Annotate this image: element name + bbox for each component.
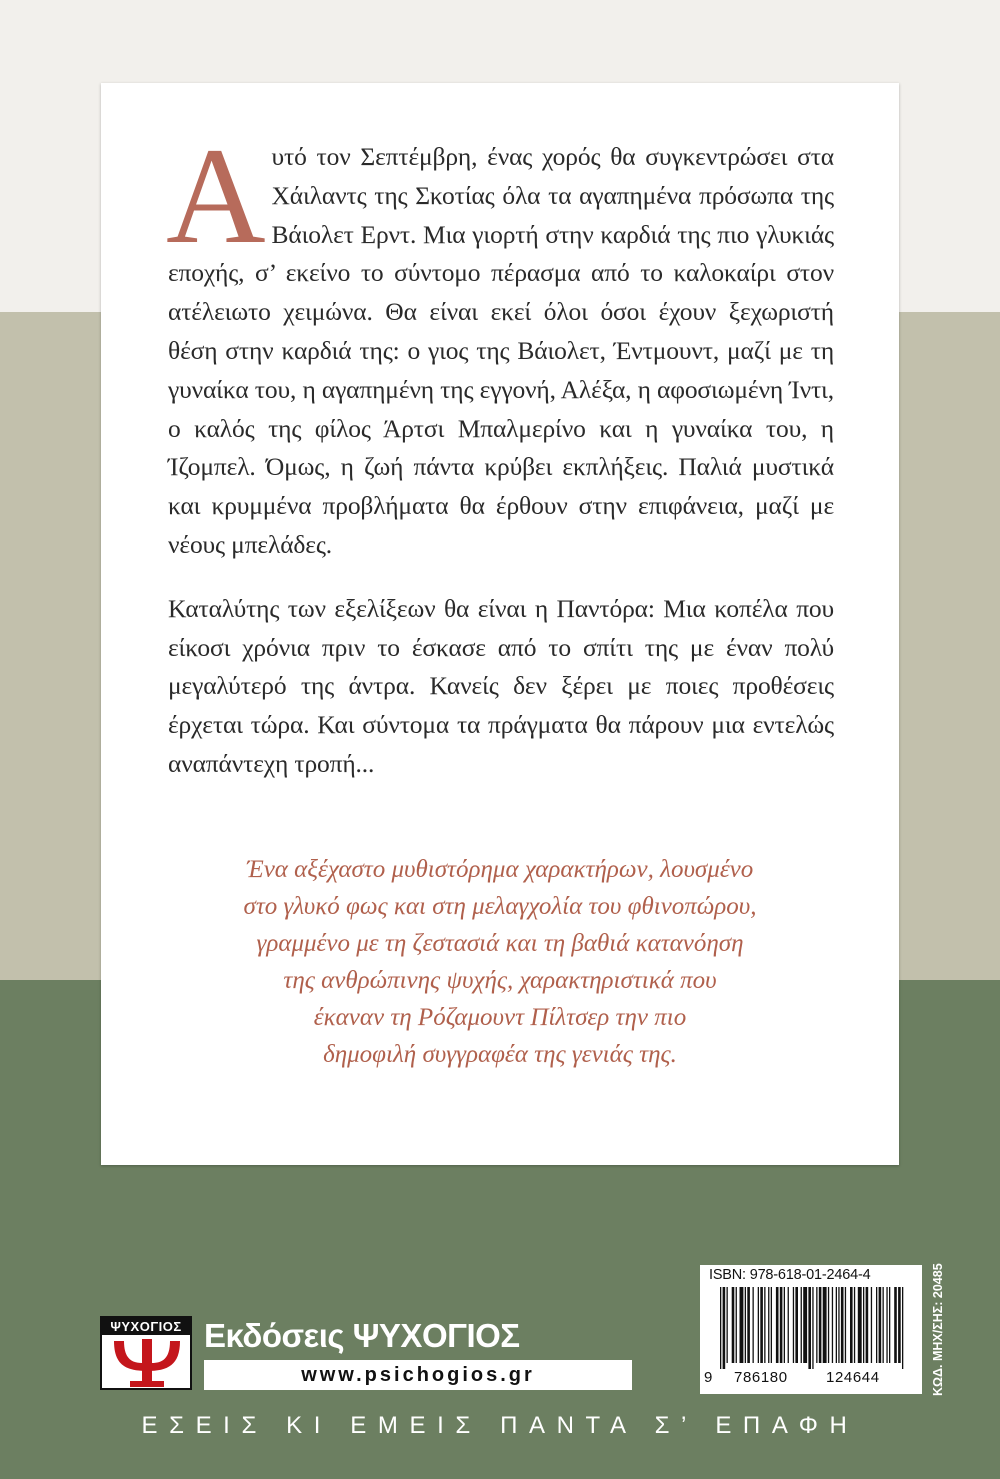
publisher-url: www.psichogios.gr	[204, 1360, 632, 1390]
barcode-bar	[832, 1287, 833, 1363]
barcode-bar	[816, 1287, 817, 1363]
barcode-bar	[758, 1287, 759, 1363]
psi-symbol-icon	[108, 1335, 186, 1389]
barcode-bar	[760, 1287, 763, 1363]
barcode-bar	[866, 1287, 869, 1363]
barcode-bar	[879, 1287, 882, 1363]
barcode-bar	[819, 1287, 822, 1363]
publisher-logo	[100, 1316, 535, 1392]
barcode-bar	[883, 1287, 884, 1363]
barcode-bar	[871, 1287, 872, 1363]
barcode-bar	[886, 1287, 887, 1363]
drop-cap: Α	[166, 119, 266, 272]
quote-line: της ανθρώπινης ψυχής, χαρακτηριστικά που	[283, 967, 717, 994]
blurb-panel	[101, 83, 899, 1165]
barcode-bar	[863, 1287, 864, 1363]
quote-line: έκαναν τη Ρόζαμουντ Πίλτσερ την πιο	[313, 1004, 687, 1031]
barcode-bar	[764, 1287, 765, 1363]
barcode-box	[700, 1265, 922, 1394]
barcode-bar	[801, 1287, 802, 1363]
barcode-bar	[793, 1287, 794, 1363]
barcode-bar	[795, 1287, 798, 1363]
barcode-bar	[803, 1287, 807, 1363]
barcode-digits-right: 124644	[826, 1369, 880, 1386]
barcode-bar	[720, 1287, 721, 1369]
barcode-bar	[788, 1287, 789, 1363]
barcode-bar	[841, 1287, 844, 1363]
quote-line: στο γλυκό φως και στη μελαγχολία του φθινοπώρου,	[243, 893, 757, 920]
barcode-bar	[854, 1287, 855, 1363]
barcode-bar	[732, 1287, 735, 1363]
barcode-bar	[898, 1287, 901, 1363]
barcode-bar	[771, 1287, 772, 1363]
barcode-bar	[768, 1287, 769, 1363]
barcode-digit-first: 9	[704, 1369, 713, 1386]
barcode-bar	[753, 1287, 754, 1363]
review-quote	[141, 851, 859, 1073]
barcode-digits-left: 786180	[734, 1369, 788, 1386]
barcode-bar	[736, 1287, 737, 1363]
logo-mark-label: ΨΥΧΟΓΙΟΣ	[102, 1318, 190, 1335]
barcode-bar	[776, 1287, 779, 1363]
blurb-paragraph-1	[166, 119, 834, 565]
psi-logo-icon	[100, 1316, 192, 1390]
barcode-bar	[823, 1287, 827, 1363]
barcode-bar	[747, 1287, 750, 1363]
barcode-bar	[780, 1287, 783, 1363]
barcode-bar	[889, 1287, 890, 1363]
blurb-text	[166, 119, 834, 784]
barcode-bar	[784, 1287, 785, 1363]
barcode-bar	[894, 1287, 897, 1363]
barcode-bar	[828, 1287, 829, 1363]
barcode-bar	[845, 1287, 846, 1363]
barcode-bar	[838, 1287, 839, 1363]
barcode-bar	[850, 1287, 853, 1363]
publisher-name: Εκδόσεις ΨΥΧΟΓΙΟΣ	[204, 1317, 520, 1354]
quote-line: δημοφιλή συγγραφέα της γενιάς της.	[323, 1041, 677, 1068]
barcode-bar	[812, 1287, 813, 1369]
blurb-paragraph-2: Καταλύτης των εξελίξεων θα είναι η Παντόρα: Μια κοπέλα που είκοσι χρόνια πριν το έσκασε από το σπίτι της με έναν πολύ μεγαλύτερό της άντρα. Κανείς δεν ξέρει με ποιες προθέσεις έρχεται τώρα. Και σύντομα τα πράγματα θα πάρουν μια εντελώς αναπάντεχη τροπή...	[168, 593, 834, 778]
barcode-bar	[745, 1287, 746, 1363]
barcode-bar	[723, 1287, 726, 1369]
quote-line: γραμμένο με τη ζεστασιά και τη βαθιά κατανόηση	[256, 930, 744, 957]
barcode-bar	[808, 1287, 811, 1369]
barcode-bar	[740, 1287, 744, 1363]
barcode-bar	[902, 1287, 903, 1369]
isbn-label: ISBN: 978-618-01-2464-4	[709, 1267, 871, 1283]
barcode-icon	[718, 1287, 908, 1369]
blurb-paragraph-1-text: υτό τον Σεπτέμβρη, ένας χορός θα συγκεντρώσει στα Χάιλαντς της Σκοτίας όλα τα αγαπημένα πρόσωπα της Βάιολετ Ερντ. Μια γιορτή στην καρδιά της πιο γλυκιάς εποχής, σ’ εκείνο το σύντομο πέρασμα από το καλοκαίρι στον ατέλειωτο χειμώνα. Θα είναι εκεί όλοι όσοι έχουν ξεχωριστή θέση στην καρδιά της: ο γιος της Βάιολετ, Έντμουντ, μαζί με τη γυναίκα του, η αγαπημένη της εγγονή, Αλέξα, η αφοσιωμένη Ίντι, ο καλός της φίλος Άρτσι Μπαλμερίνο και η γυναίκα του, η Ίζομπελ. Όμως, η ζωή πάντα κρύβει εκπλήξεις. Παλιά μυστικά και κρυμμένα προβλήματα θα έρθουν στην επιφάνεια, μαζί με νέους μπελάδες.	[168, 142, 834, 559]
barcode-bar	[836, 1287, 837, 1363]
quote-line: Ένα αξέχαστο μυθιστόρημα χαρακτήρων, λουσμένο	[246, 856, 754, 883]
product-code: ΚΩΔ. ΜΗΧ/ΣΗΣ: 20485	[931, 1263, 945, 1396]
tagline: ΕΣΕΙΣ ΚΙ ΕΜΕΙΣ ΠΑΝΤΑ Σ’ ΕΠΑΦΗ	[141, 1412, 859, 1439]
barcode-bar	[858, 1287, 862, 1363]
barcode-bar	[876, 1287, 877, 1363]
barcode-bar	[727, 1287, 728, 1363]
